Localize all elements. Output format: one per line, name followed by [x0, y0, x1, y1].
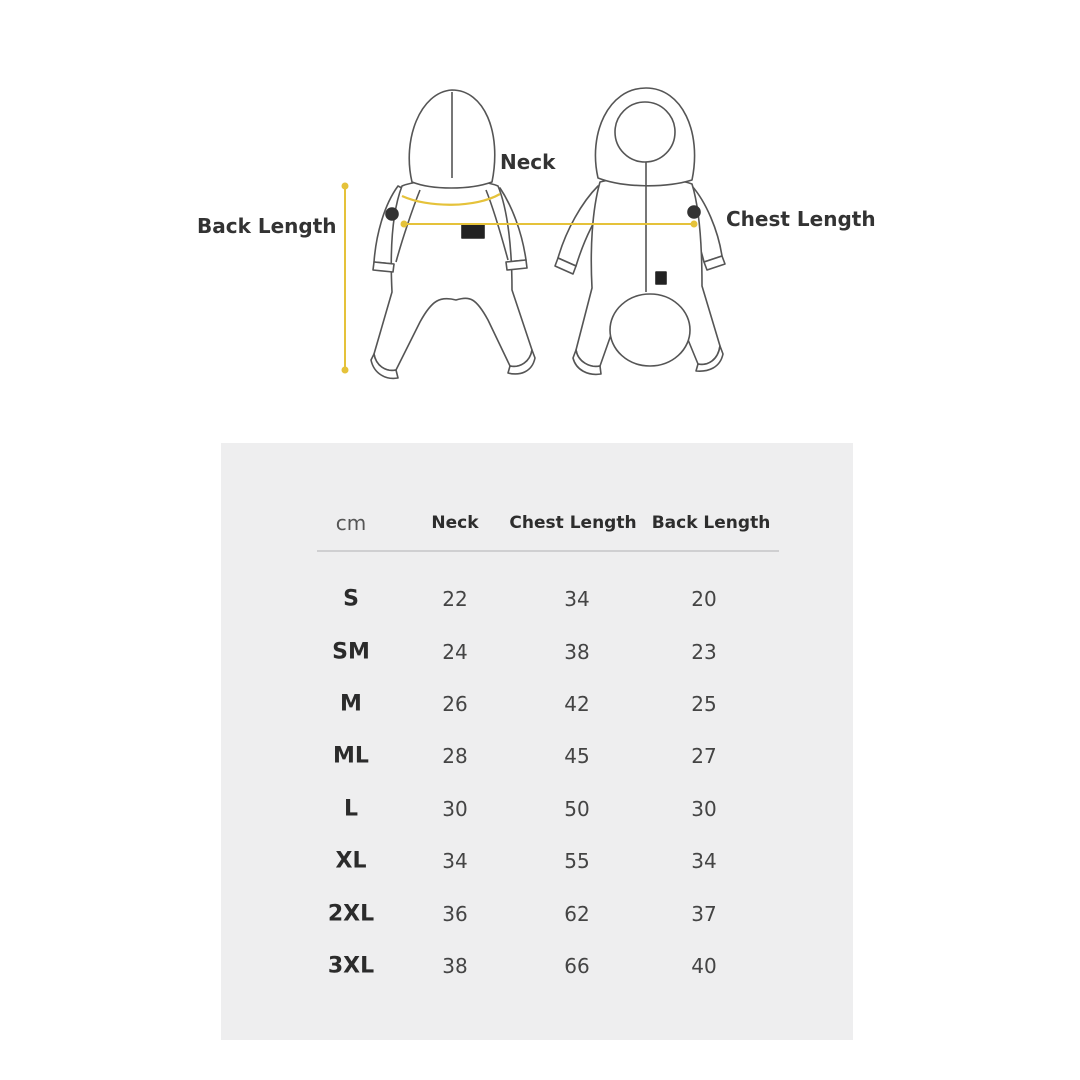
garment-illustration	[0, 0, 1080, 420]
front-view-garment	[555, 88, 725, 374]
neck-cell: 30	[442, 797, 468, 821]
neck-cell: 34	[442, 849, 468, 873]
chest-length-cell: 62	[564, 902, 590, 926]
size-cell: 3XL	[327, 953, 375, 979]
size-cell: ML	[333, 743, 369, 769]
chest-length-cell: 38	[564, 640, 590, 664]
back-length-bottom-marker	[342, 367, 348, 373]
neck-cell: 22	[442, 587, 468, 611]
chest-right-marker	[691, 221, 697, 227]
back-length-cell: 23	[691, 640, 717, 664]
back-length-cell: 37	[691, 902, 717, 926]
chest-length-cell: 55	[564, 849, 590, 873]
back-length-cell: 20	[691, 587, 717, 611]
size-cell: SM	[332, 639, 370, 665]
chest-length-cell: 45	[564, 744, 590, 768]
column-header-chest-length: Chest Length	[509, 513, 637, 533]
header-divider	[317, 550, 779, 552]
size-cell: L	[343, 796, 359, 822]
size-cell: M	[340, 691, 362, 717]
back-view-garment	[371, 90, 535, 378]
neck-cell: 24	[442, 640, 468, 664]
neck-cell: 38	[442, 954, 468, 978]
size-cell: 2XL	[327, 901, 375, 927]
chest-length-cell: 66	[564, 954, 590, 978]
size-cell: S	[343, 586, 359, 612]
chest-length-cell: 42	[564, 692, 590, 716]
size-chart-panel	[221, 443, 853, 1040]
back-length-cell: 27	[691, 744, 717, 768]
back-length-cell: 34	[691, 849, 717, 873]
chest-length-cell: 50	[564, 797, 590, 821]
measurement-diagram	[0, 0, 1080, 420]
neck-cell: 36	[442, 902, 468, 926]
back-length-top-marker	[342, 183, 348, 189]
chest-left-marker	[401, 221, 407, 227]
back-length-cell: 40	[691, 954, 717, 978]
column-header-neck: Neck	[431, 513, 479, 533]
size-table	[221, 443, 853, 1040]
unit-header: cm	[335, 511, 367, 535]
size-cell: XL	[335, 848, 367, 874]
neck-label: Neck	[500, 150, 556, 174]
neck-cell: 26	[442, 692, 468, 716]
back-length-label: Back Length	[197, 214, 337, 238]
back-length-cell: 25	[691, 692, 717, 716]
chest-length-cell: 34	[564, 587, 590, 611]
chest-length-label: Chest Length	[726, 207, 876, 231]
column-header-back-length: Back Length	[651, 513, 771, 533]
neck-cell: 28	[442, 744, 468, 768]
back-length-cell: 30	[691, 797, 717, 821]
